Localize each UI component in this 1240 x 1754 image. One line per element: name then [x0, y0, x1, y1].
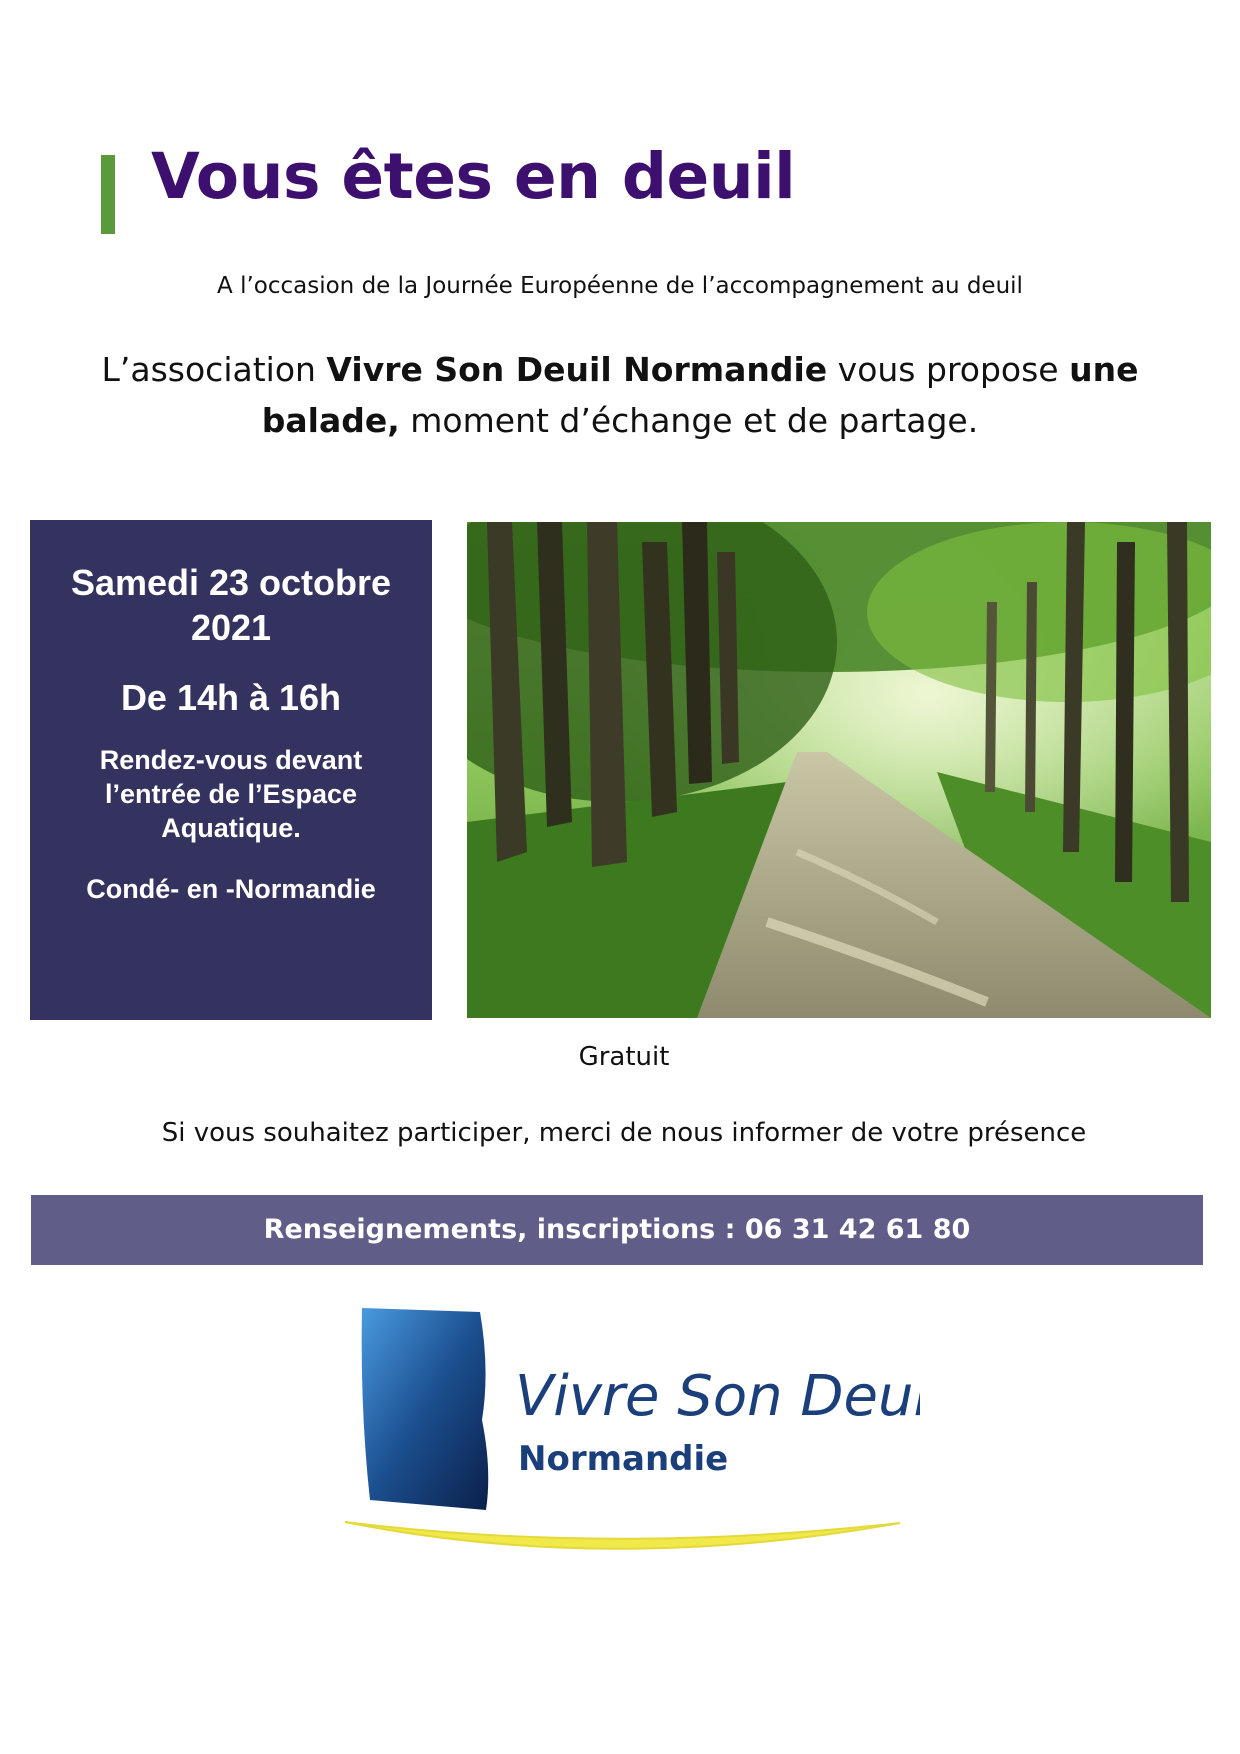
logo-emblem — [362, 1308, 489, 1510]
intro-paragraph — [100, 344, 1140, 446]
contact-bar — [31, 1195, 1203, 1265]
price-label: Gratuit — [578, 1042, 670, 1072]
event-date: Samedi 23 octobre 2021 — [70, 562, 392, 648]
occasion-text: A l’occasion de la Journée Européenne de l’accompagnement au deuil — [217, 273, 1023, 299]
intro-part1: L’association — [101, 350, 327, 389]
forest-path-photo — [467, 522, 1211, 1018]
intro-part3: moment d’échange et de partage. — [399, 401, 979, 440]
intro-part2: vous propose — [827, 350, 1070, 389]
participation-note: Si vous souhaitez participer, merci de nous informer de votre présence — [161, 1118, 1087, 1148]
page-title: Vous êtes en deuil — [151, 140, 796, 213]
logo-name: Vivre Son Deuil — [515, 1364, 920, 1429]
event-city: Condé- en -Normandie — [86, 874, 376, 904]
activity-name: une balade, — [261, 350, 1139, 440]
event-hours: De 14h à 16h — [120, 677, 342, 718]
logo-swoosh — [345, 1522, 900, 1549]
event-meeting-point: Rendez-vous devant l’entrée de l’Espace Aquatique. — [99, 745, 363, 843]
contact-text: Renseignements, inscriptions : 06 31 42 61 80 — [263, 1214, 971, 1245]
event-info-box — [30, 520, 432, 1020]
association-logo — [340, 1300, 920, 1570]
title-accent-bar — [101, 155, 115, 234]
logo-region: Normandie — [518, 1439, 729, 1479]
association-name: Vivre Son Deuil Normandie — [326, 350, 828, 389]
